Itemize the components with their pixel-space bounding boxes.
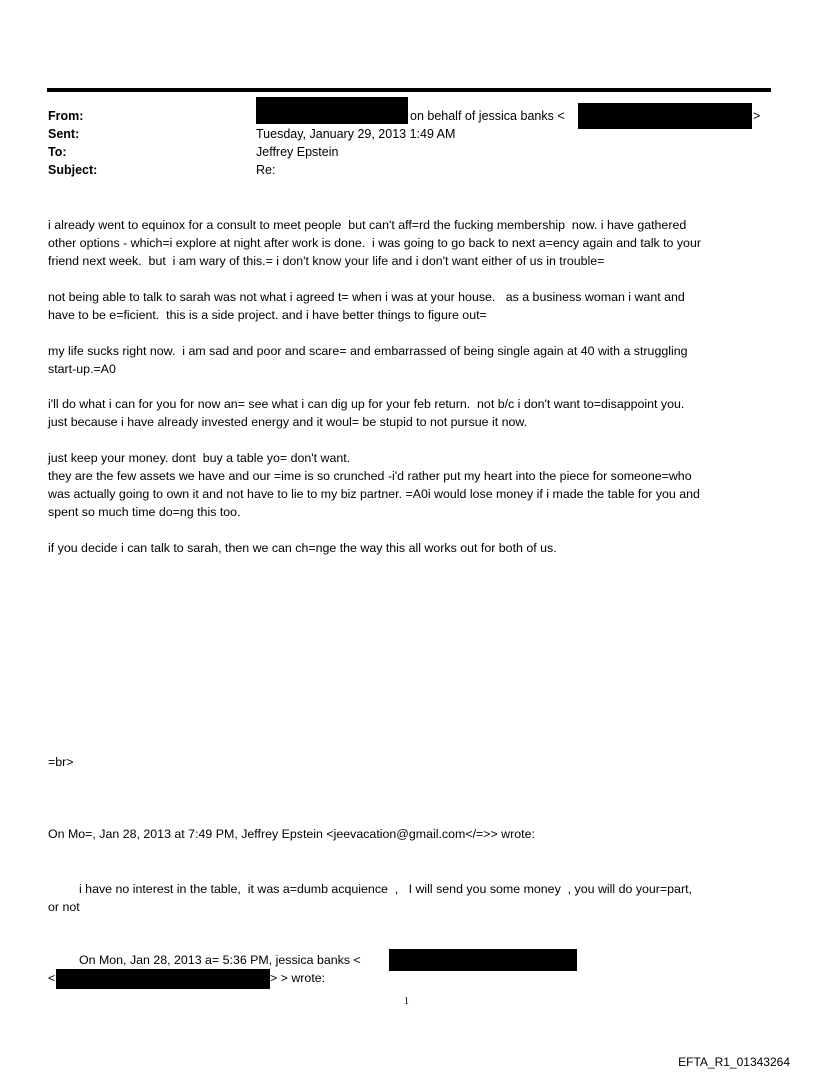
body-line: i already went to equinox for a consult to meet people but can't aff=rd the fucking membership now. i have gathered [48, 218, 687, 232]
to-value: Jeffrey Epstein [256, 145, 339, 159]
redaction-nested-email [389, 949, 577, 971]
header-rule [47, 88, 771, 92]
subject-label: Subject: [48, 163, 98, 177]
body-paragraph-4 [48, 395, 773, 431]
sent-label: Sent: [48, 127, 80, 141]
body-paragraph-5 [48, 449, 773, 521]
body-line: just keep your money. dont buy a table yo= don't want. [48, 451, 351, 465]
body-line: friend next week. but i am wary of this.= i don't know your life and i don't want either of us in trouble= [48, 254, 605, 268]
from-label: From: [48, 109, 84, 123]
redaction-nested-email-2 [56, 969, 270, 989]
body-line: have to be e=ficient. this is a side project. and i have better things to figure out= [48, 308, 487, 322]
from-value-tail: > [753, 109, 761, 123]
body-paragraph-3 [48, 342, 773, 378]
body-line: start-up.=A0 [48, 362, 116, 376]
body-paragraph-6: if you decide i can talk to sarah, then we can ch=nge the way this all works out for both of us. [48, 541, 557, 555]
document-id: EFTA_R1_01343264 [678, 1055, 790, 1069]
sent-value: Tuesday, January 29, 2013 1:49 AM [256, 127, 456, 141]
body-paragraph-1 [48, 216, 773, 270]
subject-value: Re: [256, 163, 276, 177]
body-line: they are the few assets we have and our =ime is so crunched -i'd rather put my heart into the piece for someone=who [48, 469, 692, 483]
body-line: not being able to talk to sarah was not what i agreed t= when i was at your house. as a business woman i want and [48, 290, 685, 304]
redaction-sender [256, 97, 408, 124]
br-artifact: =br> [48, 755, 74, 769]
nested-quote-wrote: > > wrote: [270, 971, 326, 985]
to-label: To: [48, 145, 67, 159]
body-line: spent so much time do=ng this too. [48, 505, 241, 519]
body-paragraph-2 [48, 288, 773, 324]
page-number: 1 [404, 996, 409, 1007]
nested-quote-open: < [48, 971, 56, 985]
body-line: my life sucks right now. i am sad and poor and scare= and embarrassed of being single again at 40 with a struggling [48, 344, 688, 358]
quote-header: On Mo=, Jan 28, 2013 at 7:49 PM, Jeffrey Epstein <jeevacation@gmail.com</=>> wrote: [48, 827, 535, 841]
redaction-sender-email [578, 103, 752, 129]
from-value: on behalf of jessica banks < [410, 109, 565, 123]
body-line: just because i have already invested energy and it woul= be stupid to not pursue it now. [48, 415, 528, 429]
body-line: was actually going to own it and not have to lie to my biz partner. =A0i would lose money if i made the table for you and [48, 487, 700, 501]
body-line: i'll do what i can for you for now an= see what i can dig up for your feb return. not b/c i don't want to=disappoint you. [48, 397, 685, 411]
quote-line: i have no interest in the table, it was a=dumb acquience , I will send you some money , you will do your=part, [48, 882, 692, 896]
body-line: other options - which=i explore at night after work is done. i was going to go back to next a=ency again and talk to your [48, 236, 701, 250]
quoted-message [48, 880, 773, 916]
quote-line: or not [48, 900, 80, 914]
nested-quote-header: On Mon, Jan 28, 2013 a= 5:36 PM, jessica banks < [48, 953, 361, 967]
